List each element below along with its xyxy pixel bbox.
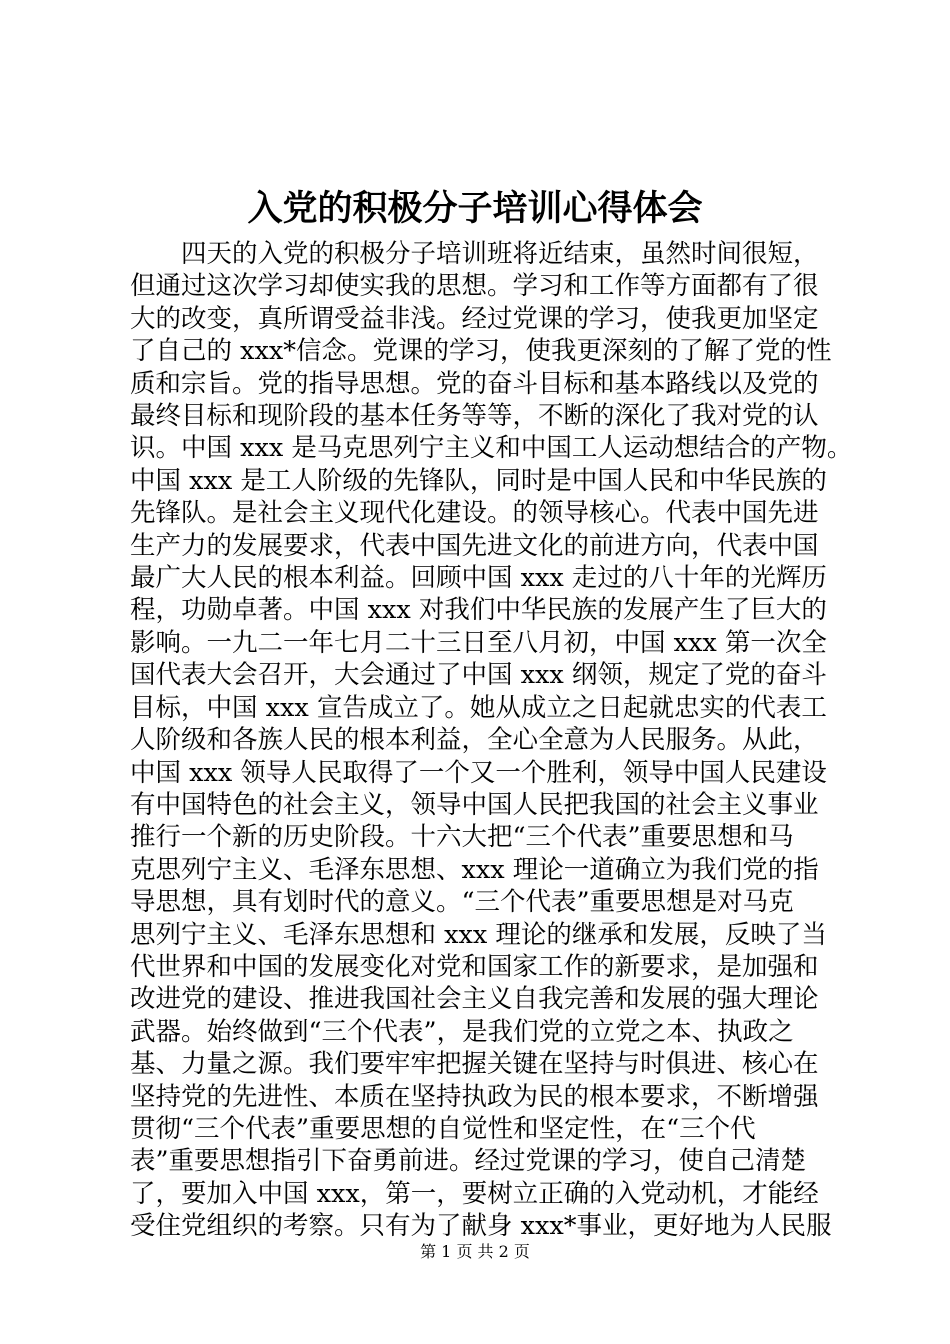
body-line: 基、力量之源。我们要牢牢把握关键在坚持与时俱进、核心在 — [130, 1049, 819, 1080]
body-line: 最终目标和现阶段的基本任务等等，不断的深化了我对党的认 — [130, 401, 819, 432]
body-line: 识。中国 xxx 是马克思列宁主义和中国工人运动想结合的产物。 — [130, 433, 853, 464]
body-line: 导思想，具有划时代的意义。“三个代表”重要思想是对马克 — [130, 887, 794, 918]
body-line: 推行一个新的历史阶段。十六大把“三个代表”重要思想和马 — [130, 822, 794, 853]
body-line: 坚持党的先进性、本质在坚持执政为民的根本要求，不断增强 — [130, 1081, 819, 1112]
body-line: 受住党组织的考察。只有为了献身 xxx*事业，更好地为人民服 — [130, 1211, 832, 1242]
page-number: 第 1 页 共 2 页 — [420, 1242, 530, 1261]
document-body — [130, 238, 853, 1243]
body-line: 有中国特色的社会主义，领导中国人民把我国的社会主义事业 — [130, 789, 819, 820]
body-line: 思列宁主义、毛泽东思想和 xxx 理论的继承和发展，反映了当 — [130, 919, 827, 950]
body-line: 大的改变，真所谓受益非浅。经过党课的学习，使我更加坚定 — [130, 303, 819, 334]
body-line: 质和宗旨。党的指导思想。党的奋斗目标和基本路线以及党的 — [130, 368, 819, 399]
body-line: 生产力的发展要求，代表中国先进文化的前进方向，代表中国 — [130, 530, 819, 561]
body-line: 最广大人民的根本利益。回顾中国 xxx 走过的八十年的光辉历 — [130, 563, 827, 594]
body-line: 但通过这次学习却使实我的思想。学习和工作等方面都有了很 — [130, 271, 819, 302]
body-line: 中国 xxx 领导人民取得了一个又一个胜利，领导中国人民建设 — [130, 757, 827, 788]
body-line: 表”重要思想指引下奋勇前进。经过党课的学习，使自己清楚 — [130, 1146, 807, 1177]
body-line: 人阶级和各族人民的根本利益，全心全意为人民服务。从此， — [130, 725, 819, 756]
body-line: 先锋队。是社会主义现代化建设。的领导核心。代表中国先进 — [130, 498, 819, 529]
body-line: 了自己的 xxx*信念。党课的学习，使我更深刻的了解了党的性 — [130, 336, 832, 367]
body-line: 目标，中国 xxx 宣告成立了。她从成立之日起就忠实的代表工 — [130, 692, 827, 723]
body-line: 国代表大会召开，大会通过了中国 xxx 纲领，规定了党的奋斗 — [130, 660, 827, 691]
body-line: 克思列宁主义、毛泽东思想、xxx 理论一道确立为我们党的指 — [130, 854, 819, 885]
body-line: 了，要加入中国 xxx，第一，要树立正确的入党动机，才能经 — [130, 1178, 819, 1209]
body-line: 影响。一九二一年七月二十三日至八月初，中国 xxx 第一次全 — [130, 627, 827, 658]
body-line: 程，功勋卓著。中国 xxx 对我们中华民族的发展产生了巨大的 — [130, 595, 827, 626]
page-footer — [0, 1241, 950, 1263]
body-line: 代世界和中国的发展变化对党和国家工作的新要求，是加强和 — [130, 951, 819, 982]
document-title: 入党的积极分子培训心得体会 — [247, 188, 703, 229]
body-line: 武器。始终做到“三个代表”，是我们党的立党之本、执政之 — [130, 1016, 794, 1047]
body-line: 中国 xxx 是工人阶级的先锋队，同时是中国人民和中华民族的 — [130, 465, 827, 496]
body-line: 贯彻“三个代表”重要思想的自觉性和坚定性，在“三个代 — [130, 1113, 756, 1144]
body-line: 四天的入党的积极分子培训班将近结束，虽然时间很短， — [181, 239, 819, 269]
body-line: 改进党的建设、推进我国社会主义自我完善和发展的强大理论 — [130, 984, 819, 1015]
